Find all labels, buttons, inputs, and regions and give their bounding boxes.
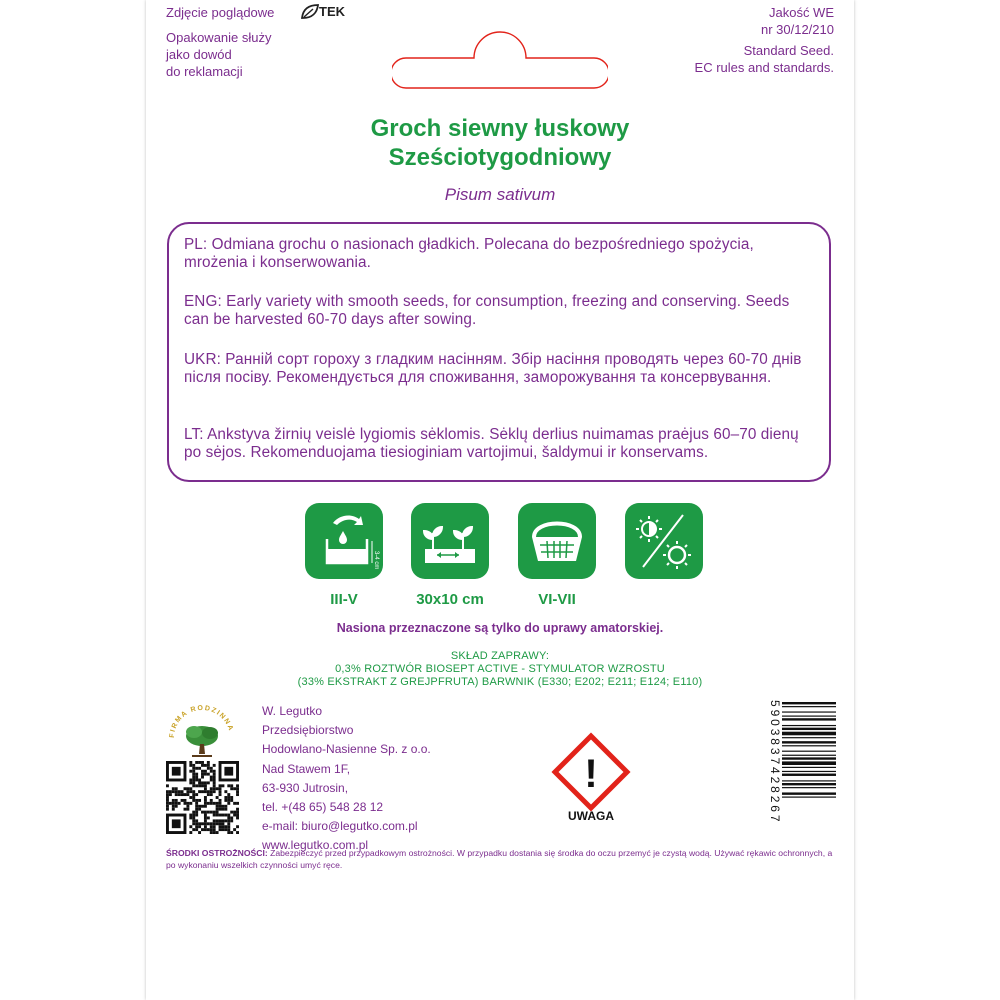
qr-code[interactable]	[166, 761, 239, 834]
family-firm-logo	[166, 700, 238, 760]
description-pl: PL: Odmiana grochu o nasionach gładkich. Polecana do bezpośredniego spożycia, mrożenia i konserwowania.	[184, 236, 754, 271]
amateur-note: Nasiona przeznaczone są tylko do uprawy amatorskiej.	[336, 621, 664, 635]
hang-tab-outline	[392, 30, 608, 90]
exclamation-icon: !	[584, 752, 598, 796]
standard-note: Standard Seed. EC rules and standards.	[694, 43, 834, 75]
phone: tel. +(48 65) 548 28 12	[262, 800, 384, 815]
seed-packet-back	[146, 0, 854, 1000]
safety-note	[166, 847, 836, 871]
quality-note: Jakość WE nr 30/12/210	[760, 5, 834, 37]
latin-name: Pisum sativum	[444, 185, 556, 204]
harvest-basket-icon	[518, 503, 596, 579]
product-name: Groch siewny łuskowy Sześciotygodniowy	[370, 115, 630, 171]
email-link[interactable]: e-mail: biuro@legutko.com.pl	[262, 819, 418, 834]
tek-label: TEK	[319, 4, 345, 19]
photo-note: Zdjęcie poglądowe	[166, 5, 275, 20]
svg-text:FIRMA RODZINNA: FIRMA RODZINNA	[168, 704, 235, 739]
depth-label: 3-4 cm	[373, 551, 379, 570]
hazard-label: UWAGA	[568, 809, 614, 823]
description-en: ENG: Early variety with smooth seeds, for consumption, freezing and conserving. Seeds can be harvested 60-70 days after sowing.	[184, 293, 790, 328]
sowing-icon	[305, 503, 383, 579]
website-link[interactable]: www.legutko.com.pl	[262, 838, 369, 853]
barcode-number: 5903837428267	[768, 700, 782, 825]
safety-heading: ŚRODKI OSTROŻNOŚCI:	[166, 848, 268, 858]
barcode-bars	[782, 700, 836, 834]
description-ukr: UKR: Ранній сорт гороху з гладким насінням. Збір насіння проводять через 60-70 днів після посіву. Рекомендується для споживання, заморожування та консервування.	[184, 351, 802, 386]
spacing-caption: 30x10 cm	[416, 591, 484, 608]
leaf-icon	[300, 3, 320, 21]
spacing-icon	[411, 503, 489, 579]
harvest-caption: VI-VII	[538, 591, 576, 608]
composition: SKŁAD ZAPRAWY: 0,3% ROZTWÓR BIOSEPT ACTIVE - STYMULATOR WZROSTU (33% EKSTRAKT Z GREJPFRUTA) BARWNIK (E330; E202; E211; E124; E110)	[297, 650, 703, 688]
safety-text: Zabezpieczyć przed przypadkowym ostrożności. W przypadku dostania się środka do oczu przemyć je czystą wodą. Używać rękawic ochronnych, a po wykonaniu wszelkich czynności umyć ręce.	[166, 848, 833, 870]
sowing-caption: III-V	[330, 591, 358, 608]
complaint-note: Opakowanie służy jako dowód do reklamacji	[166, 30, 272, 79]
description-box	[167, 222, 831, 482]
barcode	[766, 700, 836, 834]
description-lt: LT: Ankstyva žirnių veislė lygiomis sėklomis. Sėklų derlius nuimamas praėjus 60–70 dienų po sėjos. Rekomenduojama tiesioginiam vartojimui, šaldymui ir konservams.	[184, 426, 799, 461]
sun-exposure-icon	[625, 503, 703, 579]
hazard-pictogram	[551, 732, 631, 812]
company-name: W. Legutko	[262, 704, 323, 718]
company-address: W. Legutko Przedsiębiorstwo Hodowlano-Nasienne Sp. z o.o. Nad Stawem 1F, 63-930 Jutrosin, tel. +(48 65) 548 28 12 e-mail: biuro@legutko.com.pl www.legutko.com.pl	[262, 702, 431, 856]
